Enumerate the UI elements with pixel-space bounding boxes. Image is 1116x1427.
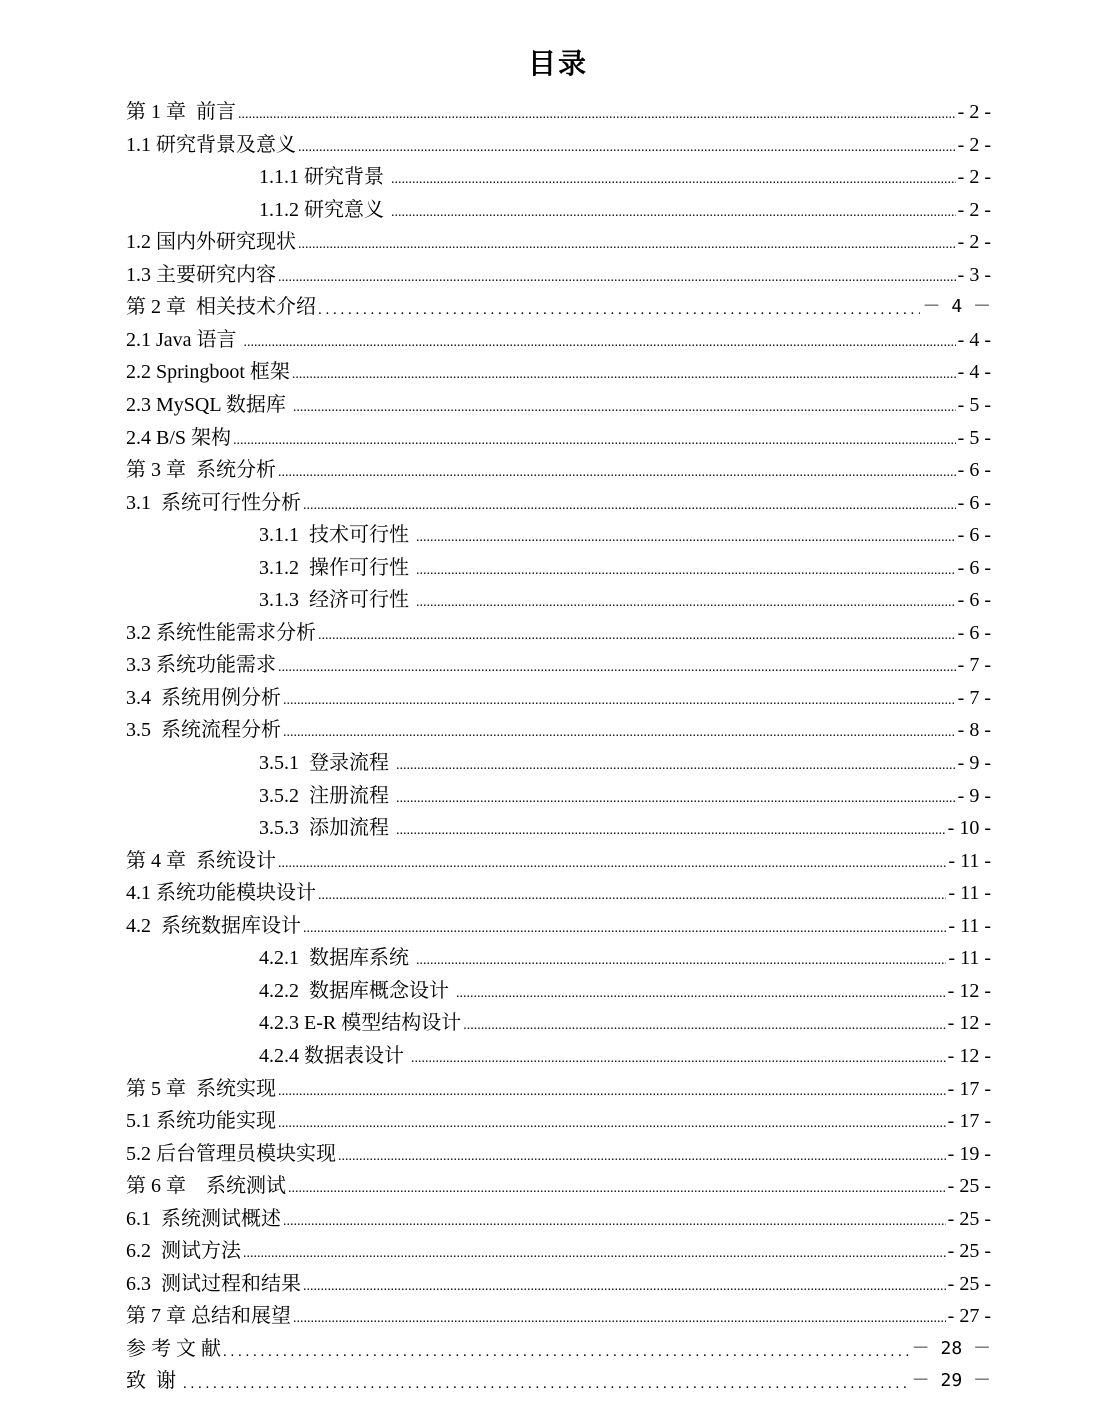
toc-entry-label: 3.3 系统功能需求 — [126, 654, 276, 677]
toc-entry-page-number: - 25 - — [947, 1175, 991, 1198]
toc-entry-label: 参 考 文 献 — [126, 1337, 221, 1360]
toc-entry-label: 3.5.1 登录流程 — [259, 752, 394, 774]
dot-leader — [293, 395, 956, 421]
toc-entry[interactable] — [126, 1203, 991, 1235]
dot-leader — [416, 948, 946, 974]
toc-entry-label: 2.2 Springboot 框架 — [126, 361, 290, 384]
toc-entry-label: 3.2 系统性能需求分析 — [126, 621, 316, 644]
dot-leader — [183, 1371, 910, 1397]
dot-leader — [456, 981, 946, 1007]
toc-entry-page-number: - 9 - — [957, 752, 991, 774]
dot-leader — [244, 330, 956, 356]
dot-leader — [283, 720, 956, 746]
toc-entry-page-number: - 17 - — [947, 1077, 991, 1100]
toc-entry-label: 第 3 章 系统分析 — [126, 459, 276, 482]
dot-leader — [318, 297, 920, 323]
toc-entry[interactable] — [126, 389, 991, 421]
dot-leader — [223, 1339, 910, 1365]
dot-leader — [411, 1046, 946, 1072]
dot-leader — [233, 428, 956, 454]
toc-entry-page-number: - 11 - — [948, 882, 991, 905]
toc-entry-label: 3.1.3 经济可行性 — [259, 589, 414, 612]
toc-entry-label: 2.1 Java 语言 — [126, 328, 242, 351]
toc-entry-page-number: － 4 － — [922, 296, 991, 318]
toc-entry-label: 3.1.1 技术可行性 — [259, 524, 414, 547]
toc-entry-page-number: - 6 - — [957, 459, 991, 482]
toc-entry-label: 3.1.2 操作可行性 — [259, 556, 414, 579]
toc-entry[interactable] — [126, 422, 991, 454]
toc-entry[interactable] — [126, 1300, 991, 1332]
toc-entry-page-number: - 3 - — [957, 263, 991, 286]
dot-leader — [391, 167, 956, 193]
dot-leader — [463, 1013, 945, 1039]
dot-leader — [238, 102, 956, 128]
toc-entry[interactable] — [126, 259, 991, 291]
toc-entry-label: 致 谢 — [126, 1370, 181, 1393]
toc-entry-page-number: － 29 － — [911, 1370, 991, 1392]
toc-entry-page-number: - 25 - — [947, 1207, 991, 1230]
toc-entry-page-number: - 2 - — [957, 231, 991, 254]
toc-entry[interactable] — [126, 1170, 991, 1202]
toc-entry-label: 1.2 国内外研究现状 — [126, 231, 296, 254]
toc-entry-page-number: - 5 - — [957, 393, 991, 416]
toc-entry-label: 1.1.1 研究背景 — [259, 166, 389, 189]
toc-entry-label: 4.2.3 E-R 模型结构设计 — [259, 1012, 462, 1035]
toc-entry[interactable] — [126, 226, 991, 258]
toc-entry[interactable] — [259, 747, 991, 779]
toc-entry[interactable] — [259, 942, 991, 974]
toc-entry-page-number: - 17 - — [947, 1110, 991, 1133]
toc-entry[interactable] — [126, 324, 991, 356]
toc-entry[interactable] — [259, 812, 991, 844]
dot-leader — [278, 1079, 946, 1105]
dot-leader — [278, 265, 956, 291]
toc-entry[interactable] — [259, 194, 991, 226]
page-title: 目录 — [527, 47, 588, 80]
toc-entry[interactable] — [126, 877, 991, 909]
toc-entry-page-number: - 4 - — [957, 361, 991, 384]
toc-entry[interactable] — [126, 1365, 991, 1397]
toc-entry-page-number: - 19 - — [947, 1142, 991, 1165]
toc-entry[interactable] — [126, 291, 991, 323]
toc-entry[interactable] — [126, 129, 991, 161]
dot-leader — [416, 558, 956, 584]
toc-entry[interactable] — [126, 487, 991, 519]
toc-entry-page-number: - 12 - — [947, 1044, 991, 1067]
toc-entry[interactable] — [126, 682, 991, 714]
toc-entry[interactable] — [126, 1073, 991, 1105]
toc-entry-label: 3.5 系统流程分析 — [126, 719, 281, 742]
toc-entry-page-number: - 2 - — [957, 133, 991, 156]
toc-entry-label: 6.3 测试过程和结果 — [126, 1272, 301, 1295]
dot-leader — [283, 688, 956, 714]
toc-entry-label: 5.1 系统功能实现 — [126, 1110, 276, 1133]
toc-entry-page-number: - 5 - — [957, 426, 991, 449]
toc-entry[interactable] — [259, 161, 991, 193]
toc-entry-page-number: - 8 - — [957, 719, 991, 742]
toc-entry-label: 1.3 主要研究内容 — [126, 263, 276, 286]
toc-entry[interactable] — [126, 1333, 991, 1365]
dot-leader — [396, 786, 956, 812]
toc-entry-label: 第 5 章 系统实现 — [126, 1077, 276, 1100]
dot-leader — [278, 460, 956, 486]
toc-entry[interactable] — [259, 552, 991, 584]
toc-entry[interactable] — [126, 96, 991, 128]
toc-entry-label: 第 4 章 系统设计 — [126, 849, 276, 872]
toc-entry-page-number: - 2 - — [957, 198, 991, 221]
toc-entry-label: 6.1 系统测试概述 — [126, 1207, 281, 1230]
dot-leader — [416, 525, 956, 551]
toc-entry-page-number: - 27 - — [947, 1305, 991, 1328]
toc-entry-label: 4.2.4 数据表设计 — [259, 1044, 409, 1067]
dot-leader — [416, 590, 956, 616]
dot-leader — [293, 1306, 946, 1332]
toc-entry-page-number: - 4 - — [957, 328, 991, 351]
dot-leader — [288, 1176, 946, 1202]
toc-entry-label: 第 2 章 相关技术介绍 — [126, 296, 316, 319]
toc-entry-label: 4.2 系统数据库设计 — [126, 914, 301, 937]
toc-entry-label: 第 7 章 总结和展望 — [126, 1305, 291, 1328]
toc-entry[interactable] — [126, 1105, 991, 1137]
toc-entry-page-number: － 28 － — [911, 1337, 991, 1359]
toc-entry[interactable] — [126, 714, 991, 746]
dot-leader — [303, 493, 956, 519]
toc-entry-label: 3.5.3 添加流程 — [259, 817, 394, 840]
dot-leader — [318, 623, 956, 649]
toc-entry-page-number: - 6 - — [957, 491, 991, 514]
dot-leader — [278, 851, 946, 877]
toc-entry-label: 3.4 系统用例分析 — [126, 686, 281, 709]
toc-entry-page-number: - 10 - — [947, 817, 991, 840]
toc-entry[interactable] — [126, 845, 991, 877]
toc-entry-page-number: - 6 - — [957, 589, 991, 612]
toc-entry-page-number: - 25 - — [947, 1272, 991, 1295]
toc-entry-label: 2.4 B/S 架构 — [126, 426, 232, 449]
toc-entry-page-number: - 11 - — [948, 914, 991, 937]
toc-entry-page-number: - 6 - — [957, 524, 991, 547]
dot-leader — [303, 1274, 946, 1300]
toc-entry-label: 3.5.2 注册流程 — [259, 784, 394, 807]
toc-entry[interactable] — [126, 454, 991, 486]
dot-leader — [283, 1209, 946, 1235]
toc-entry-page-number: - 2 - — [957, 166, 991, 189]
toc-entry[interactable] — [259, 975, 991, 1007]
toc-entry[interactable] — [126, 356, 991, 388]
toc-entry-page-number: - 2 - — [957, 101, 991, 123]
toc-entry[interactable] — [259, 1040, 991, 1072]
toc-entry-page-number: - 25 - — [947, 1240, 991, 1263]
toc-entry-label: 3.1 系统可行性分析 — [126, 491, 301, 514]
toc-entry[interactable] — [259, 584, 991, 616]
toc-entry[interactable] — [126, 649, 991, 681]
toc-entry-label: 4.2.1 数据库系统 — [259, 947, 414, 970]
toc-entry[interactable] — [259, 780, 991, 812]
toc-entry-page-number: - 9 - — [957, 784, 991, 807]
toc-entry-page-number: - 7 - — [957, 654, 991, 677]
dot-leader — [396, 818, 946, 844]
dot-leader — [391, 200, 956, 226]
toc-entry-label: 4.2.2 数据库概念设计 — [259, 979, 454, 1002]
toc-entry-page-number: - 11 - — [948, 849, 991, 872]
dot-leader — [396, 753, 956, 779]
dot-leader — [338, 1144, 946, 1170]
toc-entry-page-number: - 11 - — [948, 947, 991, 970]
dot-leader — [298, 135, 956, 161]
toc-entry[interactable] — [126, 1138, 991, 1170]
toc-entry-label: 2.3 MySQL 数据库 — [126, 393, 291, 416]
toc-entry-label: 1.1.2 研究意义 — [259, 198, 389, 221]
toc-entry[interactable] — [259, 519, 991, 551]
toc-entry[interactable] — [126, 1235, 991, 1267]
toc-entry-page-number: - 6 - — [957, 621, 991, 644]
dot-leader — [303, 916, 946, 942]
dot-leader — [318, 883, 946, 909]
toc-entry-label: 第 1 章 前言 — [126, 101, 236, 123]
dot-leader — [292, 362, 956, 388]
dot-leader — [243, 1241, 946, 1267]
toc-entry-page-number: - 12 - — [947, 979, 991, 1002]
toc-entry-label: 6.2 测试方法 — [126, 1240, 241, 1263]
dot-leader — [278, 1111, 946, 1137]
toc-entry-label: 1.1 研究背景及意义 — [126, 133, 296, 156]
toc-entry-page-number: - 6 - — [957, 556, 991, 579]
toc-entry[interactable] — [126, 910, 991, 942]
toc-entry-label: 5.2 后台管理员模块实现 — [126, 1142, 336, 1165]
toc-entry-page-number: - 12 - — [947, 1012, 991, 1035]
toc-entry-page-number: - 7 - — [957, 686, 991, 709]
dot-leader — [278, 655, 956, 681]
toc-entry[interactable] — [126, 617, 991, 649]
toc-entry-label: 第 6 章 系统测试 — [126, 1175, 286, 1198]
toc-entry[interactable] — [259, 1007, 991, 1039]
toc-entry-label: 4.1 系统功能模块设计 — [126, 882, 316, 905]
dot-leader — [298, 232, 956, 258]
toc-entry[interactable] — [126, 1268, 991, 1300]
